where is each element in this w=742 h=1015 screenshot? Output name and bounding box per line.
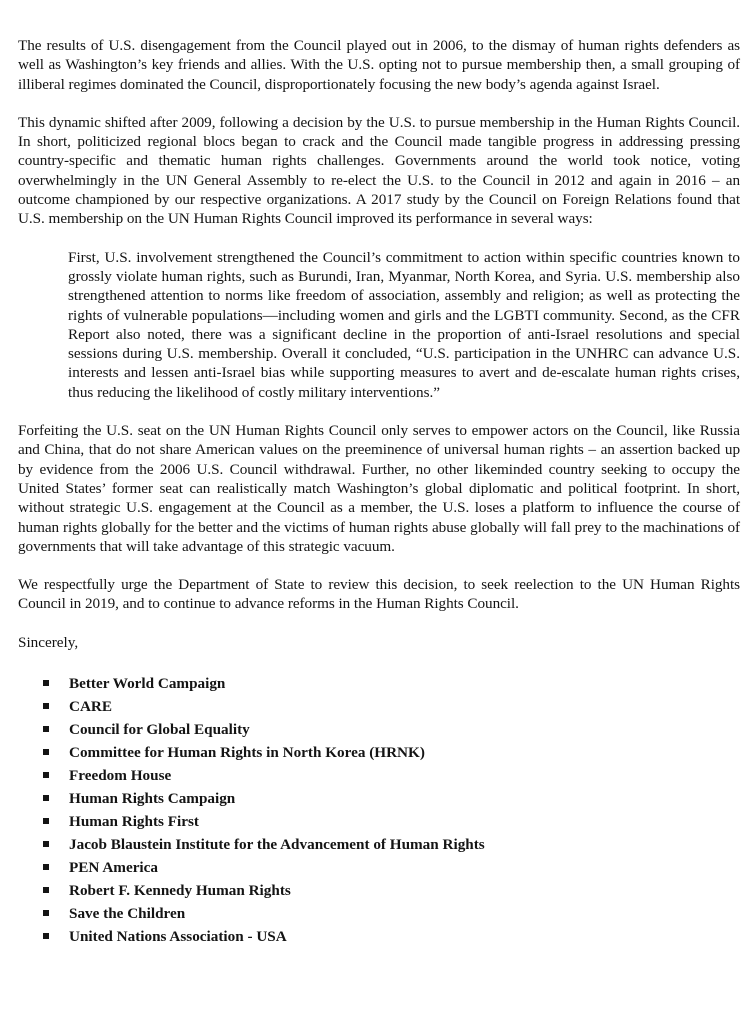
signatory-name: Committee for Human Rights in North Korea (HRNK) — [69, 744, 425, 762]
signatory-name: Council for Global Equality — [69, 721, 250, 739]
signatory-item — [18, 902, 740, 925]
signatory-name: Better World Campaign — [69, 675, 226, 693]
signatory-name: CARE — [69, 698, 113, 716]
square-bullet-icon — [43, 772, 49, 778]
signatory-name: PEN America — [69, 859, 158, 877]
signatory-item — [18, 741, 740, 764]
signatory-item — [18, 764, 740, 787]
signatory-item — [18, 856, 740, 879]
signatory-item — [18, 810, 740, 833]
block-quote-cfr-study: First, U.S. involvement strengthened the Council’s commitment to action within specific countries known to grossly violate human rights, such as Burundi, Iran, Myanmar, North Korea, and Syria. U.S. membership also strengthened attention to norms like freedom of association, assembly and religion; as well as protecting the rights of vulnerable populations—including women and girls and the LGBTI community. Second, as the CFR Report also noted, there was a significant decline in the proportion of anti-Israel resolutions and special sessions during U.S. membership. Overall it concluded, “U.S. participation in the UNHRC can advance U.S. interests and lessen anti-Israel bias while supporting measures to avert and de-escalate human rights crises, thus reducing the likelihood of costly military interventions.” — [68, 248, 740, 401]
signoff: Sincerely, — [18, 633, 79, 651]
square-bullet-icon — [43, 887, 49, 893]
signatory-name: United Nations Association - USA — [69, 928, 287, 946]
square-bullet-icon — [43, 933, 49, 939]
square-bullet-icon — [43, 795, 49, 801]
signatory-name: Save the Children — [69, 905, 186, 923]
paragraph-forfeiting-seat: Forfeiting the U.S. seat on the UN Human Rights Council only serves to empower actors on the Council, like Russia and China, that do not share American values on the preeminence of universal human rights – an assertion backed up by evidence from the 2006 U.S. Council withdrawal. Further, no other likeminded country seeking to occupy the United States’ former seat can realistically match Washington’s global diplomatic and political footprint. In short, without strategic U.S. engagement at the Council as a member, the U.S. loses a platform to influence the course of human rights globally for the better and the victims of human rights abuse globally will fall prey to the machinations of governments that will take advantage of this strategic vacuum. — [18, 422, 740, 555]
signatory-name: Robert F. Kennedy Human Rights — [69, 882, 291, 900]
signatory-item — [18, 718, 740, 741]
square-bullet-icon — [43, 680, 49, 686]
signatory-name: Freedom House — [69, 767, 172, 785]
signatory-item — [18, 879, 740, 902]
signatory-item — [18, 925, 740, 948]
signatory-list — [18, 672, 740, 948]
signatory-item — [18, 787, 740, 810]
paragraph-membership-shift: This dynamic shifted after 2009, following a decision by the U.S. to pursue membership in the Human Rights Council. In short, politicized regional blocs began to crack and the Council made tangible progress in addressing pressing country-specific and thematic human rights challenges. Governments around the world took notice, voting overwhelmingly in the UN General Assembly to re-elect the U.S. to the Council in 2012 and again in 2016 – an outcome championed by our respective organizations. A 2017 study by the Council on Foreign Relations found that U.S. membership on the UN Human Rights Council improved its performance in several ways: — [18, 113, 740, 228]
square-bullet-icon — [43, 841, 49, 847]
square-bullet-icon — [43, 910, 49, 916]
square-bullet-icon — [43, 864, 49, 870]
signatory-item — [18, 833, 740, 856]
signatory-name: Human Rights Campaign — [69, 790, 236, 808]
paragraph-disengagement: The results of U.S. disengagement from the Council played out in 2006, to the dismay of human rights defenders as well as Washington’s key friends and allies. With the U.S. opting not to pursue membership then, a small grouping of illiberal regimes dominated the Council, disproportionately focusing the new body’s agenda against Israel. — [18, 37, 740, 93]
signatory-item — [18, 695, 740, 718]
letter-page — [18, 36, 740, 948]
square-bullet-icon — [43, 749, 49, 755]
signatory-item — [18, 672, 740, 695]
square-bullet-icon — [43, 703, 49, 709]
paragraph-request: We respectfully urge the Department of State to review this decision, to seek reelection to the UN Human Rights Council in 2019, and to continue to advance reforms in the Human Rights Council. — [18, 576, 740, 613]
signatory-name: Jacob Blaustein Institute for the Advancement of Human Rights — [69, 836, 485, 854]
square-bullet-icon — [43, 818, 49, 824]
square-bullet-icon — [43, 726, 49, 732]
signatory-name: Human Rights First — [69, 813, 199, 831]
